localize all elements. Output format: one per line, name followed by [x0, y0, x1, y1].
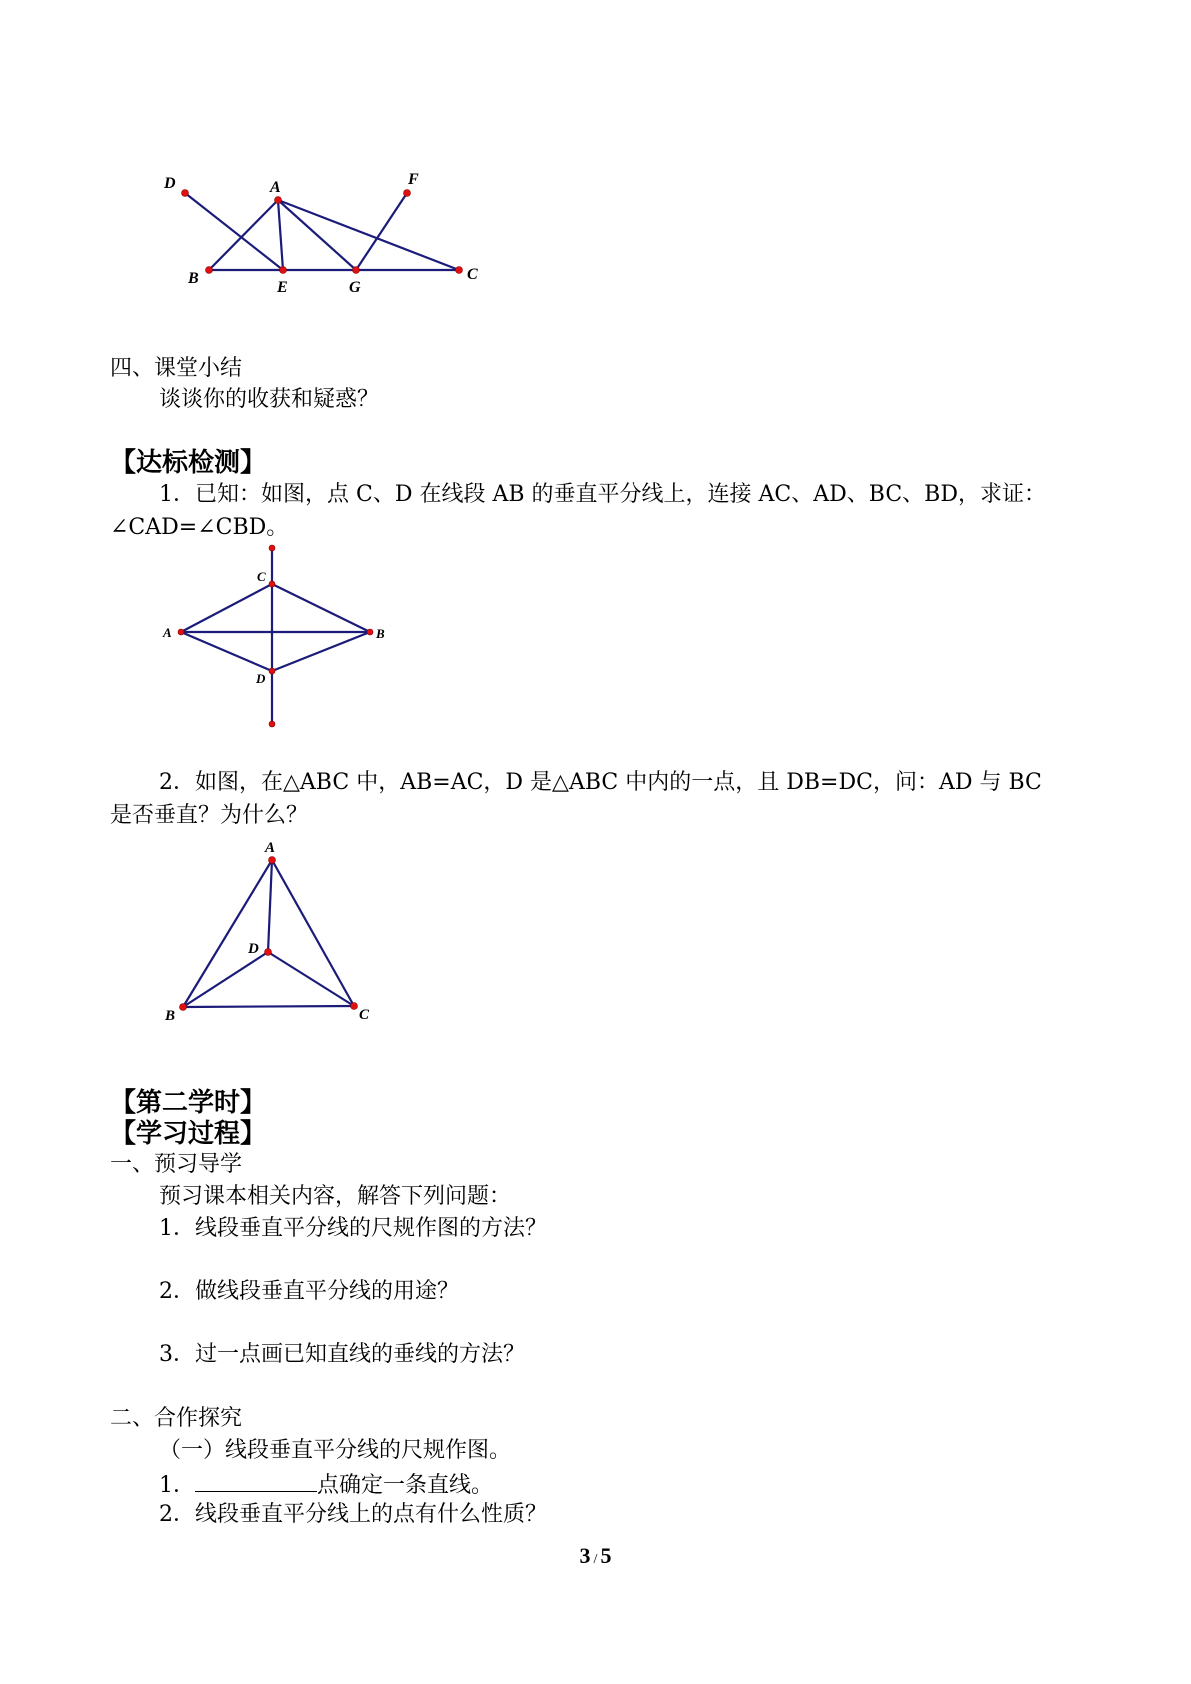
- label-B: B: [188, 270, 199, 287]
- label-D: D: [164, 175, 176, 192]
- label-C: C: [467, 266, 478, 283]
- figure-1-points: [182, 190, 463, 274]
- figure-3-points: [180, 857, 358, 1011]
- label-B: B: [165, 1008, 176, 1024]
- coop-subheading: （一）线段垂直平分线的尺规作图。: [159, 1438, 512, 1463]
- coop-question-1-suffix: 点确定一条直线。: [317, 1473, 494, 1498]
- test-heading: 【达标检测】: [110, 448, 267, 478]
- coop-heading: 二、合作探究: [110, 1406, 243, 1431]
- label-C: C: [257, 569, 266, 584]
- figure-2-points: [178, 545, 373, 727]
- page-separator: /: [593, 1552, 598, 1567]
- figure-3-lines: [183, 860, 354, 1007]
- label-F: F: [408, 171, 419, 188]
- label-D: D: [248, 941, 259, 957]
- coop-question-1-prefix: 1．: [159, 1473, 195, 1498]
- lesson-2-heading: 【第二学时】: [110, 1088, 267, 1118]
- question-1-line-1: 1．已知：如图，点 C、D 在线段 AB 的垂直平分线上，连接 AC、AD、BC、BD，求证：: [159, 482, 1046, 507]
- question-1-line-2: ∠CAD=∠CBD。: [110, 515, 289, 540]
- label-C: C: [359, 1007, 370, 1023]
- label-B: B: [376, 626, 385, 641]
- label-A: A: [163, 625, 172, 640]
- coop-question-1: [159, 1469, 493, 1500]
- summary-heading: 四、课堂小结: [110, 356, 243, 381]
- preview-question-3: 3．过一点画已知直线的垂线的方法？: [159, 1342, 525, 1367]
- preview-question-1: 1．线段垂直平分线的尺规作图的方法？: [159, 1216, 547, 1241]
- process-heading: 【学习过程】: [110, 1119, 267, 1149]
- label-A: A: [265, 840, 276, 856]
- page-number: 3: [579, 1543, 591, 1568]
- question-2-line-1: 2．如图，在△ABC 中，AB=AC，D 是△ABC 中内的一点，且 DB=DC，问：AD 与 BC: [159, 770, 1042, 795]
- figure-1-lines: [185, 193, 459, 270]
- preview-heading: 一、预习导学: [110, 1152, 243, 1177]
- page-footer: [0, 1543, 1191, 1569]
- label-G: G: [349, 279, 361, 296]
- figure-2-lines: [181, 548, 370, 724]
- summary-text: 谈谈你的收获和疑惑？: [159, 387, 380, 412]
- label-E: E: [277, 279, 288, 296]
- fill-in-blank[interactable]: [195, 1469, 317, 1492]
- preview-intro: 预习课本相关内容，解答下列问题：: [159, 1184, 512, 1209]
- label-D: D: [256, 671, 266, 686]
- page-total: 5: [600, 1543, 612, 1568]
- preview-question-2: 2．做线段垂直平分线的用途？: [159, 1279, 459, 1304]
- label-A: A: [270, 179, 281, 196]
- coop-question-2: 2．线段垂直平分线上的点有什么性质？: [159, 1502, 547, 1527]
- question-2-line-2: 是否垂直？为什么？: [110, 803, 309, 828]
